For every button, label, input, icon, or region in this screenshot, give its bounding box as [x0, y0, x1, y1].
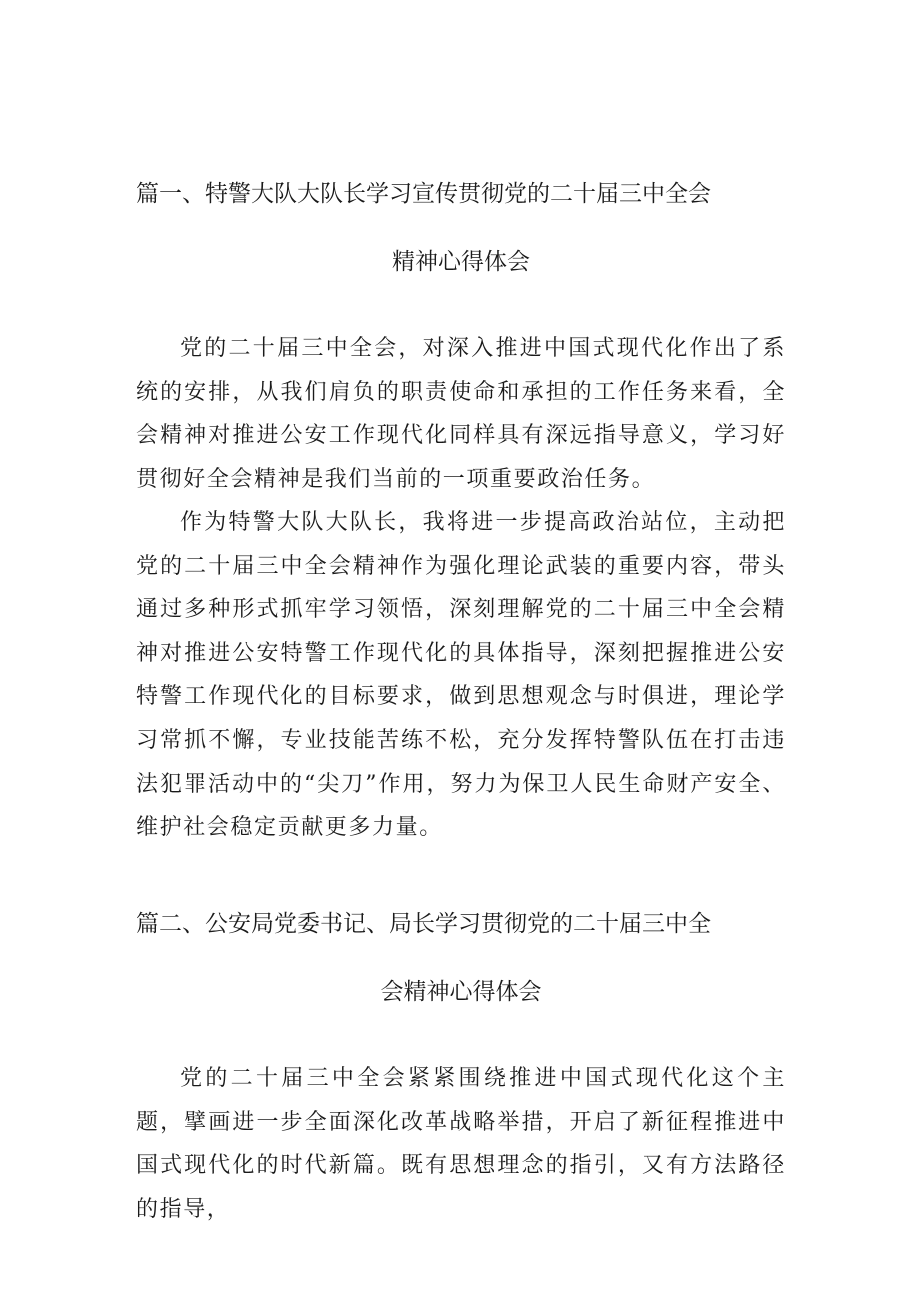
section-1-paragraph-2: 作为特警大队大队长，我将进一步提高政治站位，主动把党的二十届三中全会精神作为强化理论武装的重要内容，带头通过多种形式抓牢学习领悟，深刻理解党的二十届三中全会精神对推进公安特警工作现代化的具体指导，深刻把握推进公安特警工作现代化的目标要求，做到思想观念与时俱进，理论学习常抓不懈，专业技能苦练不松，充分发挥特警队伍在打击违法犯罪活动中的“尖刀”作用，努力为保卫人民生命财产安全、维护社会稳定贡献更多力量。 — [136, 510, 786, 841]
section-1-title-line-1: 篇一、特警大队大队长学习宣传贯彻党的二十届三中全会 — [136, 181, 711, 207]
section-1-title — [136, 160, 786, 296]
section-2-paragraph-1: 党的二十届三中全会紧紧围绕推进中国式现代化这个主题，擘画进一步全面深化改革战略举措，开启了新征程推进中国式现代化的时代新篇。既有思想理念的指引，又有方法路径的指导， — [136, 1066, 786, 1222]
section-1-title-line-2: 精神心得体会 — [392, 249, 530, 275]
section-1-paragraph-1: 党的二十届三中全会，对深入推进中国式现代化作出了系统的安排，从我们肩负的职责使命和承担的工作任务来看，全会精神对推进公安工作现代化同样具有深远指导意义，学习好贯彻好全会精神是我们当前的一项重要政治任务。 — [136, 336, 786, 492]
section-2-title-line-1: 篇二、公安局党委书记、局长学习贯彻党的二十届三中全 — [136, 911, 711, 937]
section-2-title — [136, 890, 786, 1026]
section-2-title-line-2: 会精神心得体会 — [380, 979, 542, 1005]
